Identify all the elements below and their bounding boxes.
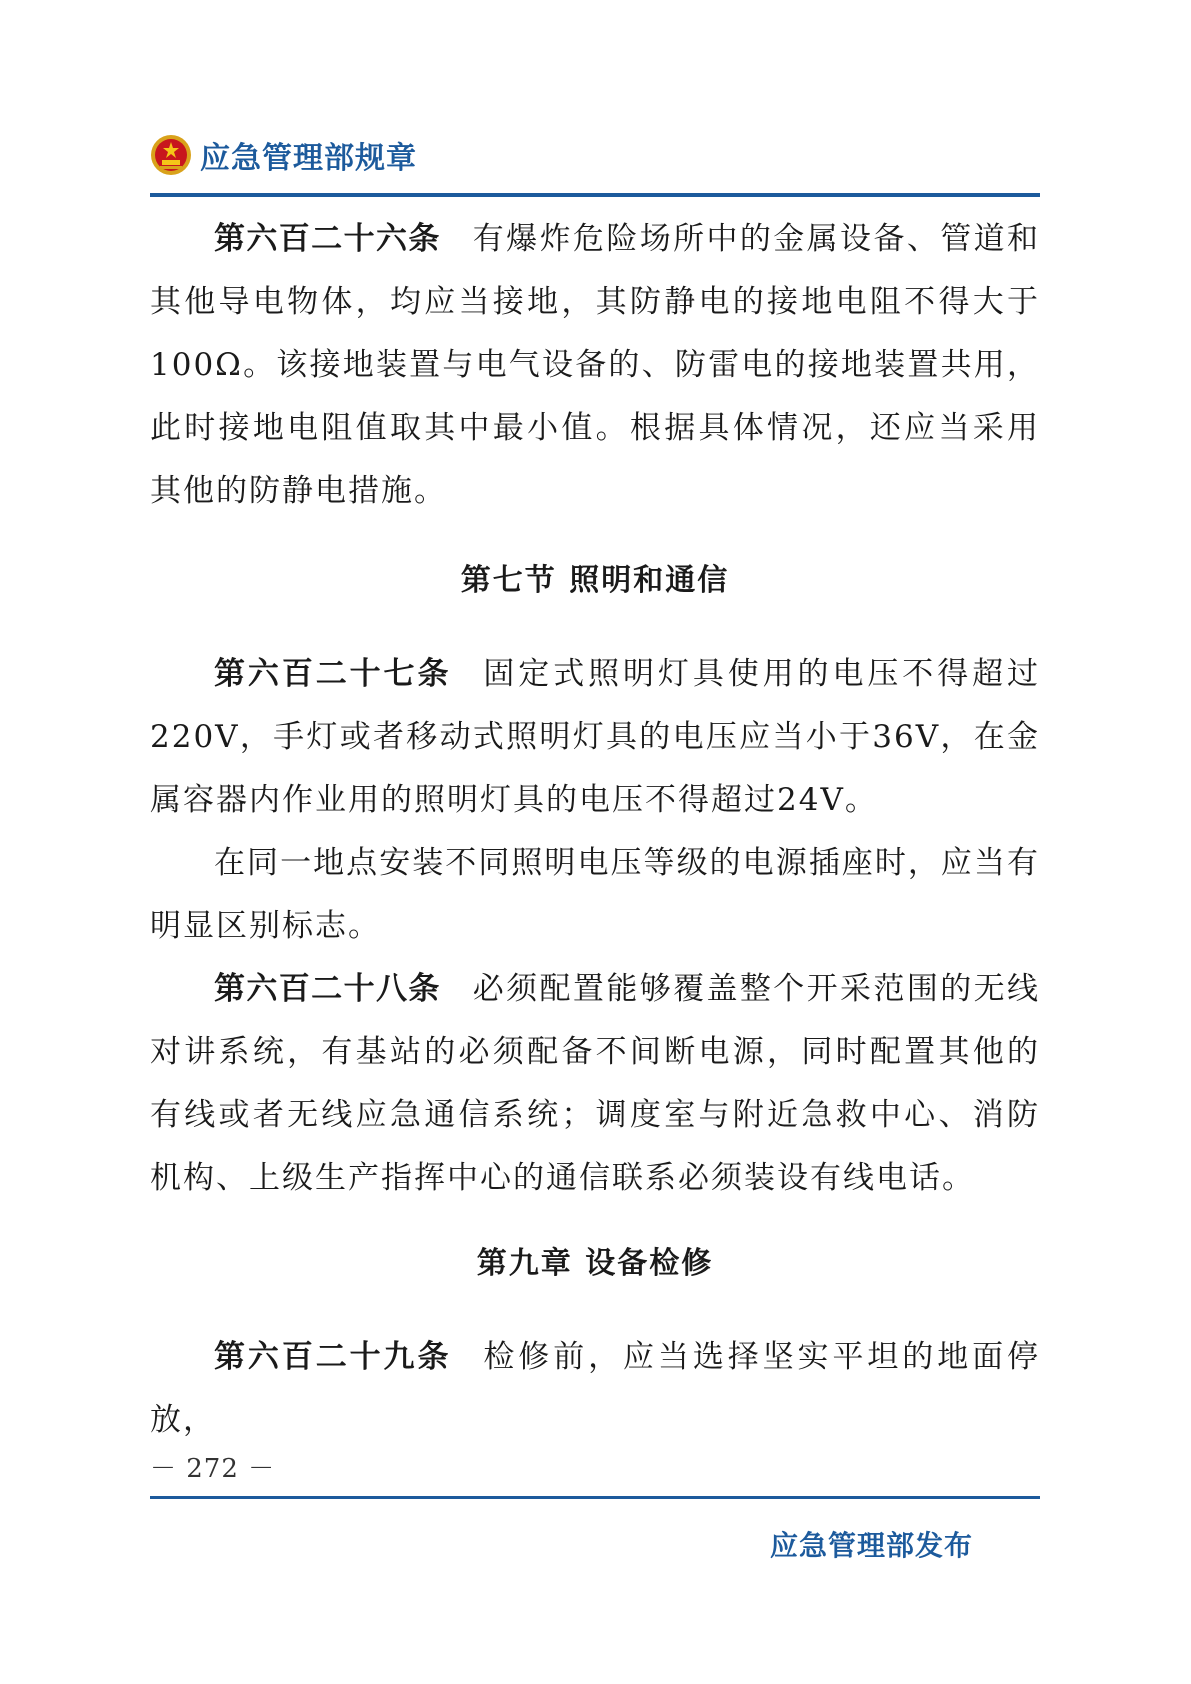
article-628	[150, 958, 1040, 1210]
page-header	[150, 130, 417, 180]
header-divider	[150, 193, 1040, 197]
footer-divider	[150, 1496, 1040, 1499]
article-629	[150, 1326, 1040, 1452]
article-text: 有爆炸危险场所中的金属设备、管道和其他导电物体，均应当接地，其防静电的接地电阻不得大于100Ω。该接地装置与电气设备的、防雷电的接地装置共用，此时接地电阻值取其中最小值。根据具体情况，还应当采用其他的防静电措施。	[150, 221, 1041, 509]
footer-publisher: 应急管理部发布	[770, 1529, 974, 1562]
article-text: 检修前，应当选择坚实平坦的地面停放，	[150, 1339, 1041, 1438]
article-627	[150, 643, 1040, 832]
header-title: 应急管理部规章	[200, 141, 417, 176]
article-627-paragraph-2: 在同一地点安装不同照明电压等级的电源插座时，应当有明显区别标志。	[150, 845, 1040, 944]
article-number: 第六百二十九条	[214, 1339, 452, 1375]
article-number: 第六百二十七条	[214, 656, 452, 692]
document-body	[150, 208, 1040, 1452]
page-number: － 272 －	[150, 1454, 276, 1484]
article-626	[150, 208, 1040, 523]
section-heading: 第七节 照明和通信	[460, 563, 730, 598]
national-emblem-icon	[150, 134, 192, 176]
article-text: 固定式照明灯具使用的电压不得超过220V，手灯或者移动式照明灯具的电压应当小于36V，在金属容器内作业用的照明灯具的电压不得超过24V。	[150, 656, 1041, 818]
article-text: 必须配置能够覆盖整个开采范围的无线对讲系统，有基站的必须配备不间断电源，同时配置其他的有线或者无线应急通信系统；调度室与附近急救中心、消防机构、上级生产指挥中心的通信联系必须装设有线电话。	[150, 971, 1041, 1196]
chapter-heading: 第九章 设备检修	[476, 1246, 714, 1281]
article-number: 第六百二十六条	[214, 221, 441, 257]
article-number: 第六百二十八条	[214, 971, 441, 1007]
